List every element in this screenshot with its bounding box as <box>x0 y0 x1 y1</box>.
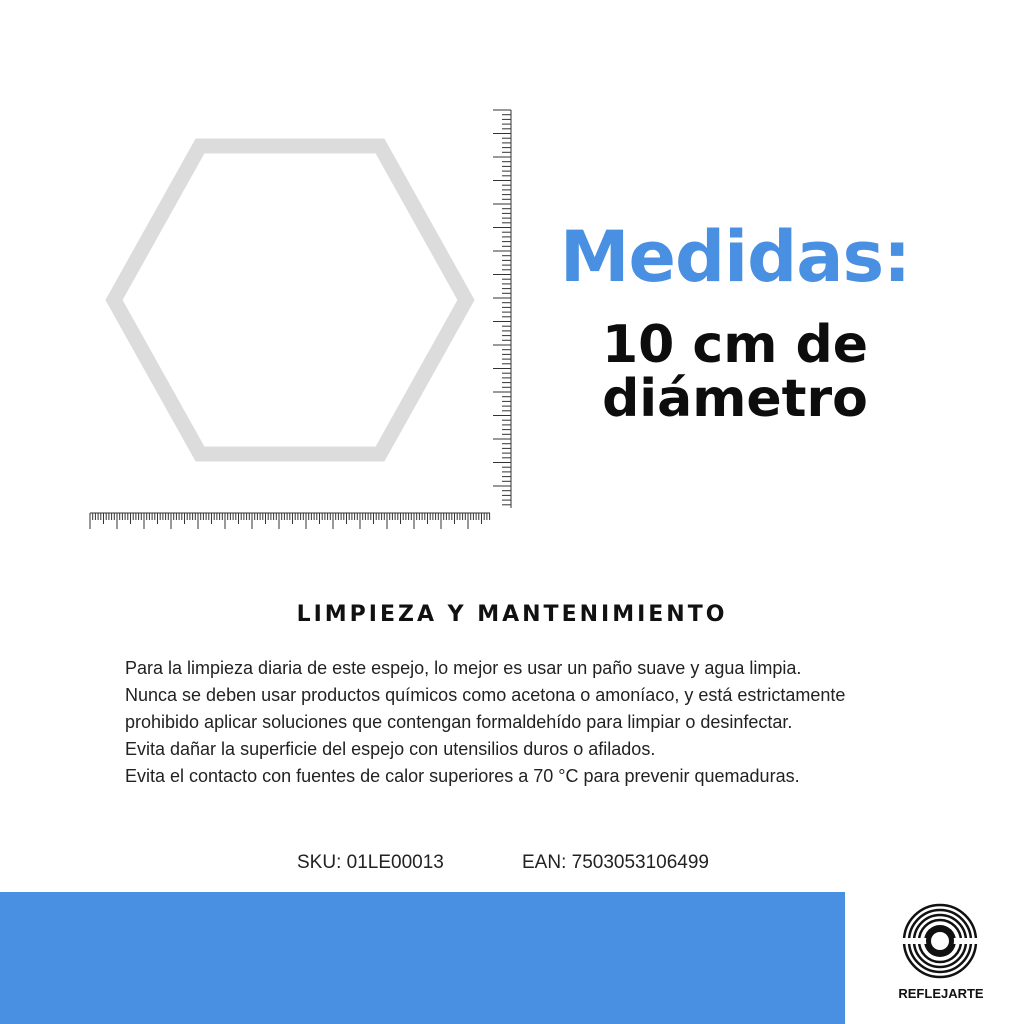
cleaning-section-title: LIMPIEZA Y MANTENIMIENTO <box>296 602 728 627</box>
diameter-line-2: diámetro <box>602 369 868 429</box>
vertical-ruler <box>493 110 511 508</box>
instruction-line: Para la limpieza diaria de este espejo, lo mejor es usar un paño suave y agua limpia. <box>125 658 802 678</box>
measurements-value <box>540 315 930 429</box>
instruction-line: Evita dañar la superficie del espejo con utensilios duros o afilados. <box>125 739 656 759</box>
circular-mirror-logo-icon <box>902 903 978 979</box>
sku-code: SKU: 01LE00013 <box>297 852 444 873</box>
brand-name: REFLEJARTE <box>898 986 984 1001</box>
hexagon-mirror-shape <box>114 146 466 454</box>
measurements-heading: Medidas: <box>559 216 911 298</box>
instruction-line: Evita el contacto con fuentes de calor superiores a 70 °C para prevenir quemaduras. <box>125 766 800 786</box>
footer-accent-band <box>0 892 845 1024</box>
horizontal-ruler <box>90 513 490 529</box>
instruction-line: prohibido aplicar soluciones que contengan formaldehído para limpiar o desinfectar. <box>125 712 793 732</box>
instruction-line: Nunca se deben usar productos químicos como acetona o amoníaco, y está estrictamente <box>125 685 846 705</box>
cleaning-instructions <box>125 655 925 790</box>
diameter-line-1: 10 cm de <box>601 315 869 375</box>
ean-code: EAN: 7503053106499 <box>522 852 709 873</box>
